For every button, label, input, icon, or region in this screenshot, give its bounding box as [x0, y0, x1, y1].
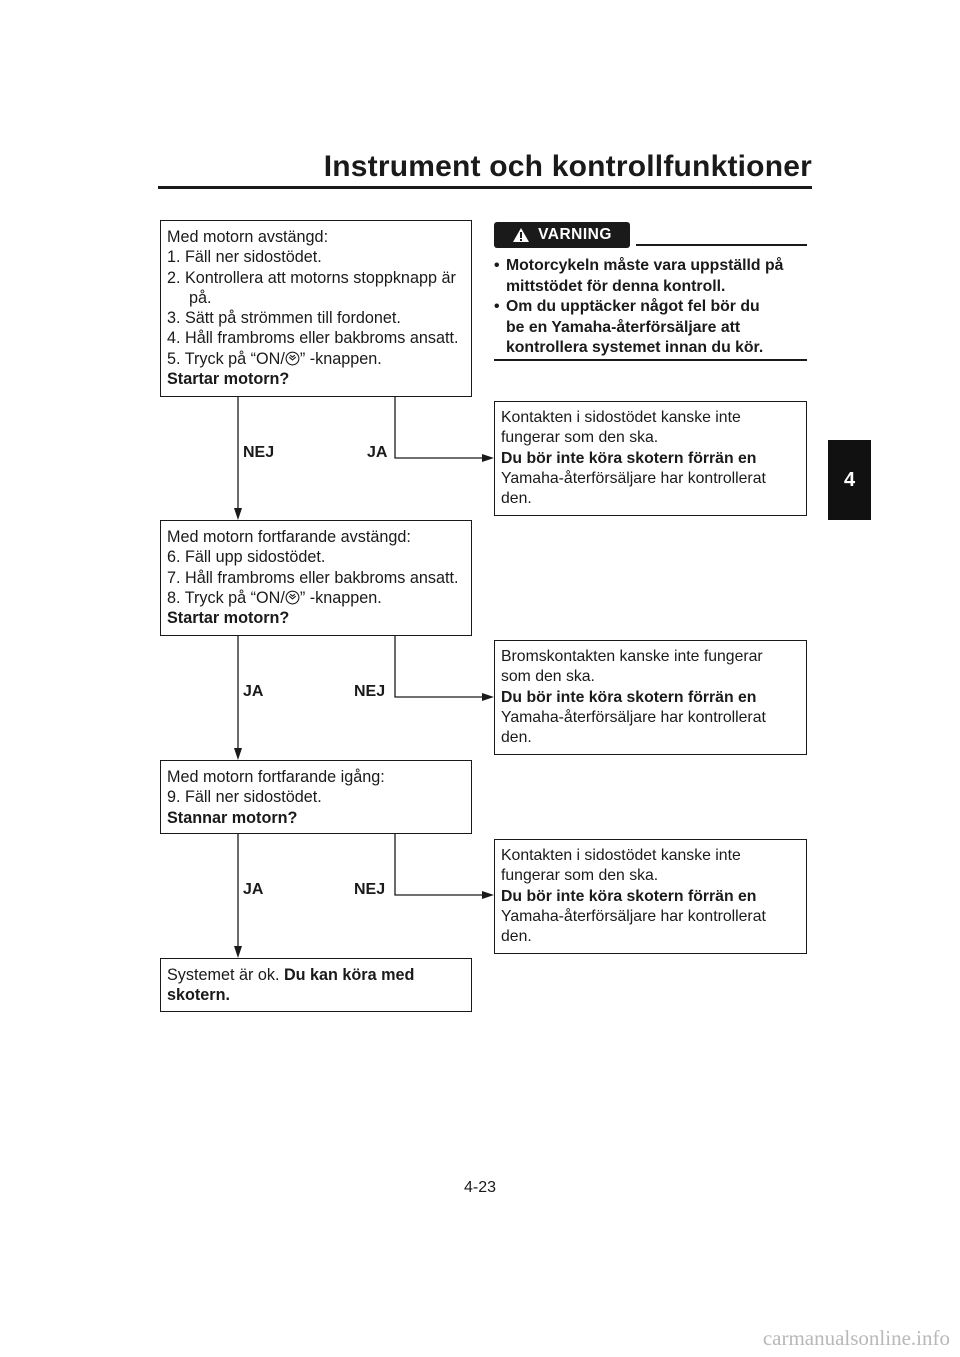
step2-line4-pre: 8. Tryck på “ON/	[167, 588, 285, 607]
warning-item	[494, 256, 808, 297]
step2-line-start-button	[167, 588, 465, 608]
warning-line: be en Yamaha-återförsäljare att	[506, 318, 741, 336]
final-bold: Du kan köra med	[283, 966, 415, 984]
step1-question: Startar motorn?	[167, 370, 290, 389]
step3-box	[160, 760, 472, 834]
connector-step1-right	[395, 396, 485, 458]
result3-line: Kontakten i sidostödet kanske inte	[501, 847, 741, 864]
branch1-label-left: NEJ	[243, 444, 275, 461]
warning-icon	[512, 227, 530, 243]
arrowhead-down-2	[234, 748, 242, 760]
step1-line5-pre: 5. Tryck på “ON/	[167, 349, 285, 368]
result1-box	[494, 401, 807, 516]
bullet: •	[494, 298, 500, 315]
branch2-label-right: NEJ	[354, 683, 386, 700]
result2-line: som den ska.	[501, 668, 595, 686]
connector-step3-right	[395, 833, 485, 895]
arrowhead-right-1	[482, 454, 494, 462]
warning-top-rule	[636, 244, 807, 246]
branch1-label-right: JA	[367, 444, 388, 461]
watermark: carmanualsonline.info	[762, 1326, 950, 1350]
result1-line: Yamaha-återförsäljare har kontrollerat	[501, 469, 766, 487]
result1-line: Kontakten i sidostödet kanske inte	[501, 409, 741, 426]
step1-line5-post: ” -knappen.	[299, 349, 382, 368]
step2-line4-post: ” -knappen.	[299, 588, 382, 607]
result3-bold: Du bör inte köra skotern förrän en	[501, 887, 757, 905]
result3-line: den.	[501, 928, 532, 946]
branch3-label-left: JA	[243, 881, 264, 898]
warning-line: mittstödet för denna kontroll.	[506, 277, 726, 295]
step1-line-start-button	[167, 349, 465, 369]
page-title: Instrument och kontrollfunktioner	[323, 150, 812, 183]
warning-label: VARNING	[538, 226, 612, 243]
step3-line: 9. Fäll ner sidostödet.	[167, 788, 322, 807]
result3-line: fungerar som den ska.	[501, 867, 659, 885]
result2-box	[494, 640, 807, 755]
branch2-label-left: JA	[243, 683, 264, 700]
step1-line: 4. Håll frambroms eller bakbroms ansatt.	[167, 329, 459, 348]
final-text	[167, 965, 465, 985]
warning-line: Om du upptäcker något fel bör du	[506, 298, 760, 315]
step2-line: 6. Fäll upp sidostödet.	[167, 548, 326, 567]
result3-box	[494, 839, 807, 954]
step2-line: 7. Håll frambroms eller bakbroms ansatt.	[167, 568, 459, 587]
warning-line: Motorcykeln måste vara uppställd på	[506, 257, 784, 274]
final-box	[160, 958, 472, 1012]
chapter-tab: 4	[828, 440, 871, 520]
step1-box	[160, 220, 472, 397]
result1-line: den.	[501, 490, 532, 508]
result2-line: Bromskontakten kanske inte fungerar	[501, 648, 763, 665]
step2-question: Startar motorn?	[167, 609, 290, 628]
result3-line: Yamaha-återförsäljare har kontrollerat	[501, 907, 766, 925]
step3-line: Med motorn fortfarande igång:	[167, 768, 385, 786]
final-bold-line2: skotern.	[167, 986, 230, 1005]
warning-line: kontrollera systemet innan du kör.	[506, 339, 764, 356]
start-button-icon	[285, 351, 300, 366]
step1-line: 3. Sätt på strömmen till fordonet.	[167, 309, 401, 328]
start-button-icon	[285, 590, 300, 605]
page-number: 4-23	[463, 1179, 497, 1196]
warning-badge	[494, 222, 630, 248]
warning-item	[494, 297, 808, 359]
final-plain: Systemet är ok.	[167, 966, 284, 984]
arrowhead-down-3	[234, 946, 242, 958]
result2-line: den.	[501, 729, 532, 747]
result2-bold: Du bör inte köra skotern förrän en	[501, 688, 757, 706]
bullet: •	[494, 257, 500, 274]
warning-list	[494, 256, 808, 359]
branch3-label-right: NEJ	[354, 881, 386, 898]
step1-line: 1. Fäll ner sidostödet.	[167, 248, 322, 267]
step1-line: på.	[189, 288, 212, 307]
step1-line: 2. Kontrollera att motorns stoppknapp är	[167, 268, 456, 287]
step2-box	[160, 520, 472, 636]
arrowhead-down-1	[234, 508, 242, 520]
arrowhead-right-2	[482, 693, 494, 701]
result1-line: fungerar som den ska.	[501, 429, 659, 447]
step3-question: Stannar motorn?	[167, 808, 298, 827]
arrowhead-right-3	[482, 891, 494, 899]
result2-line: Yamaha-återförsäljare har kontrollerat	[501, 708, 766, 726]
warning-bottom-rule	[494, 359, 807, 361]
connector-step2-right	[395, 635, 485, 697]
step2-line: Med motorn fortfarande avstängd:	[167, 528, 411, 546]
result1-bold: Du bör inte köra skotern förrän en	[501, 449, 757, 467]
step1-line: Med motorn avstängd:	[167, 228, 329, 246]
